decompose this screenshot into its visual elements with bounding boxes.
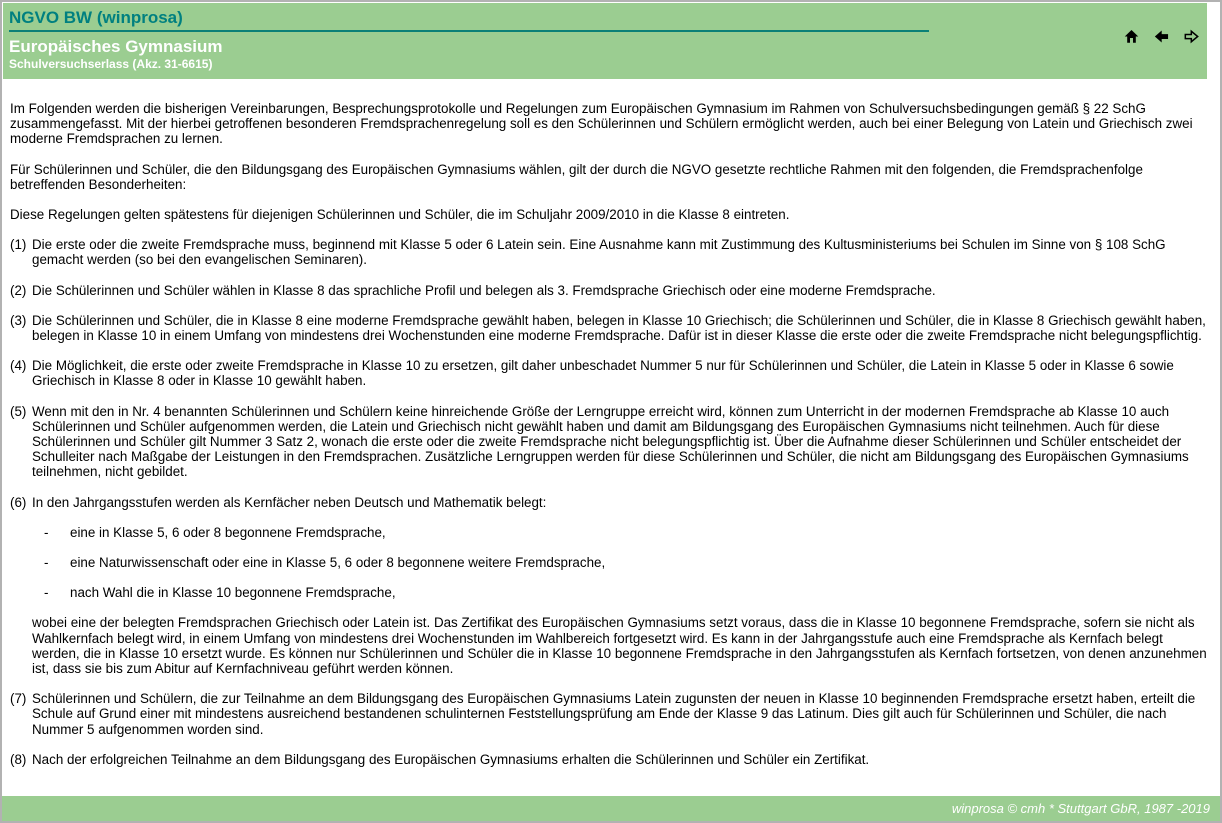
home-icon[interactable] — [1124, 29, 1139, 44]
bullet-text: eine Naturwissenschaft oder eine in Klasse 5, 6 oder 8 begonnene weitere Fremdsprache, — [70, 555, 606, 571]
item-text: Schülerinnen und Schülern, die zur Teilnahme an dem Bildungsgang des Europäischen Gymnasiums Latein zugunsten der neuen in Klasse 10 beginnenden Fremdsprache ersetzt haben, erteilt die Schule auf Grund einer mit mindestens ausreichend bestandenen schulinternen Feststellungsprüfung am Ende der Klasse 9 das Latinum. Dies gilt auch für Schülerinnen und Schüler, die nach Nummer 5 aufgenommen worden sind. — [32, 691, 1196, 737]
item-text: Wenn mit den in Nr. 4 benannten Schülerinnen und Schülern keine hinreichende Größe der Lerngruppe erreicht wird, können zum Unterricht in der modernen Fremdsprache ab Klasse 10 auch Schülerinnen und Schüler aufgenommen werden, die Latein und Griechisch nicht gewählt haben und damit am Bildungsgang des Europäischen Gymnasiums nicht teilnehmen. Auch für diese Schülerinnen und Schüler gilt Nummer 3 Satz 2, wonach die erste oder die zweite Fremdsprache nicht belegungspflichtig ist. Über die Aufnahme dieser Schülerinnen und Schüler entscheidet der Schulleiter nach Maßgabe der Leistungen in den Fremdsprachen. Zusätzliche Lerngruppen werden für diese Schülerinnen und Schüler, die nicht am Bildungsgang des Europäischen Gymnasiums teilnehmen, nicht gebildet. — [32, 403, 1189, 480]
numbered-item-2 — [10, 283, 1212, 298]
nav-toolbar — [1124, 29, 1199, 44]
item-number: (7) — [10, 691, 27, 707]
item-text: Die Schülerinnen und Schüler, die in Klasse 8 eine moderne Fremdsprache gewählt haben, belegen in Klasse 10 Griechisch; die Schülerinnen und Schüler, die in Klasse 8 Griechisch gewählt haben, belegen in Klasse 10 in einem Umfang von mindestens drei Wochenstunden eine moderne Fremdsprache. Dafür ist in dieser Klasse die erste oder die zweite Fremdsprache nicht belegungspflichtig. — [32, 312, 1206, 344]
item-number: (1) — [10, 237, 27, 253]
numbered-item-4 — [10, 358, 1212, 388]
arrow-right-icon[interactable] — [1184, 29, 1199, 44]
intro-paragraph: Diese Regelungen gelten spätestens für diejenigen Schülerinnen und Schüler, die im Schuljahr 2009/2010 in die Klasse 8 eintreten. — [10, 207, 790, 223]
page-header — [3, 3, 1207, 79]
intro-paragraph: Für Schülerinnen und Schüler, die den Bildungsgang des Europäischen Gymnasiums wählen, gilt der durch die NGVO gesetzte rechtliche Rahmen mit den folgenden, die Fremdsprachenfolge betreffenden Besonderheiten: — [10, 161, 1143, 192]
item-text: Die erste oder die zweite Fremdsprache muss, beginnend mit Klasse 5 oder 6 Latein sein. Eine Ausnahme kann mit Zustimmung des Kultusministeriums bei Schulen im Sinne von § 108 SchG gemacht werden (so bei den evangelischen Seminaren). — [32, 237, 1166, 268]
copyright-text: winprosa © cmh * Stuttgart GbR, 1987 -2019 — [951, 801, 1210, 816]
intro-paragraph: Im Folgenden werden die bisherigen Vereinbarungen, Besprechungsprotokolle und Regelungen zum Europäischen Gymnasium im Rahmen von Schulversuchsbedingungen gemäß § 22 SchG zusammengefasst. Mit der hierbei getroffenen besonderen Fremdsprachenregelung soll es den Schülerinnen und Schülern ermöglicht werden, auch bei einer Belegung von Latein und Griechisch zwei moderne Fremdsprachen zu lernen. — [10, 101, 1193, 147]
list-item — [44, 585, 1212, 600]
bullet-marker: - — [44, 524, 49, 540]
page-subtitle: Schulversuchserlass (Akz. 31-6615) — [9, 57, 213, 71]
bullet-text: eine in Klasse 5, 6 oder 8 begonnene Fremdsprache, — [70, 524, 386, 540]
item-number: (4) — [10, 358, 27, 374]
numbered-item-8 — [10, 752, 1212, 767]
list-item — [44, 555, 1212, 570]
item-text: Die Möglichkeit, die erste oder zweite Fremdsprache in Klasse 10 zu ersetzen, gilt daher unbeschadet Nummer 5 nur für Schülerinnen und Schüler, die Latein in Klasse 5 oder in Klasse 6 sowie Griechisch in Klasse 8 oder in Klasse 10 gewählt haben. — [32, 358, 1174, 389]
page-title: Europäisches Gymnasium — [9, 37, 223, 56]
help-text-body — [2, 79, 1220, 767]
numbered-item-1 — [10, 237, 1212, 267]
item-number: (8) — [10, 751, 27, 767]
list-item — [44, 525, 1212, 540]
numbered-item-3 — [10, 313, 1212, 343]
item-text: Nach der erfolgreichen Teilnahme an dem Bildungsgang des Europäischen Gymnasiums erhalten die Schülerinnen und Schüler ein Zertifikat. — [32, 751, 870, 767]
arrow-left-icon[interactable] — [1154, 29, 1169, 44]
bullet-marker: - — [44, 555, 49, 571]
item-number: (3) — [10, 312, 27, 328]
item-continuation-text: wobei eine der belegten Fremdsprachen Griechisch oder Latein ist. Das Zertifikat des Europäischen Gymnasiums setzt voraus, dass die in Klasse 10 begonnene Fremdsprache, sofern sie nicht als Wahlkernfach belegt wird, in einem Umfang von mindestens drei Wochenstunden im Wahlbereich fortgesetzt wird. Es kann in der Jahrgangsstufe auch eine Fremdsprache als Kernfach belegt werden, die in Klasse 10 ersetzt wurde. Es können nur Schülerinnen und Schüler die in Klasse 10 begonnene Fremdsprache in den Jahrgangsstufen als Kernfach fortsetzen, von denen anzunehmen ist, dass sie bis zum Abitur auf Kernfachniveau geführt werden können. — [32, 615, 1207, 677]
app-title: NGVO BW (winprosa) — [9, 8, 183, 27]
item-text: Die Schülerinnen und Schüler wählen in Klasse 8 das sprachliche Profil und belegen als 3. Fremdsprache Griechisch oder eine moderne Fremdsprache. — [32, 282, 936, 298]
item-number: (2) — [10, 282, 27, 298]
item-text: In den Jahrgangsstufen werden als Kernfächer neben Deutsch und Mathematik belegt: — [32, 494, 547, 510]
bullet-text: nach Wahl die in Klasse 10 begonnene Fremdsprache, — [70, 585, 396, 601]
header-divider — [9, 30, 929, 32]
numbered-item-6 — [10, 495, 1212, 677]
item-number: (5) — [10, 403, 27, 419]
footer-bar — [2, 796, 1220, 821]
numbered-item-7 — [10, 691, 1212, 737]
bullet-marker: - — [44, 585, 49, 601]
numbered-item-5 — [10, 404, 1212, 480]
item-number: (6) — [10, 494, 27, 510]
